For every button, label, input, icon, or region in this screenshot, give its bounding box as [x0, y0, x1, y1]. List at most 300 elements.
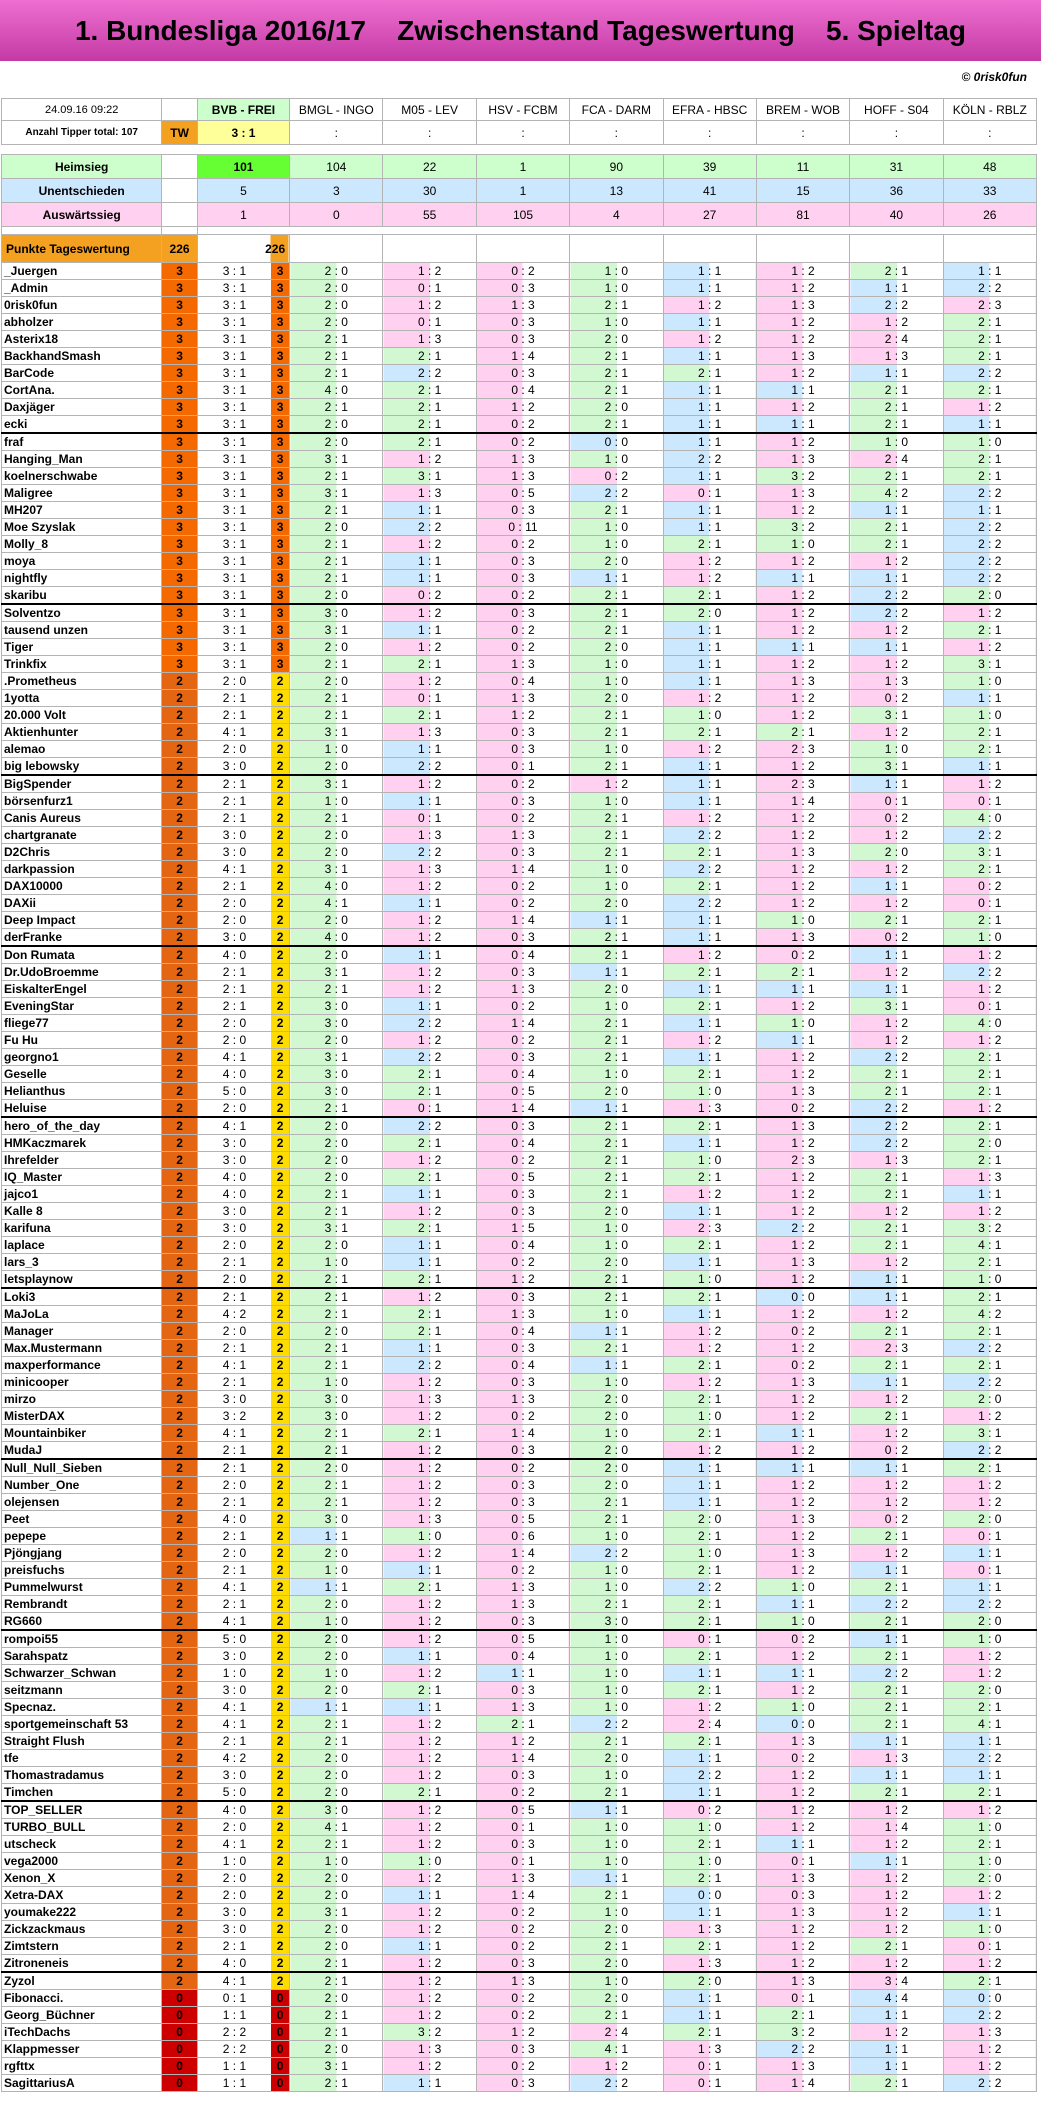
tip-cell: 1 : 2 — [756, 604, 849, 622]
tipper-name: MaJoLa — [2, 1306, 162, 1323]
tip-value: 2 : 1 — [198, 878, 271, 894]
tip-cell: 2 : 1 — [383, 433, 476, 451]
tip-bvb-frei — [197, 1425, 289, 1442]
tipper-points: 0 — [162, 2041, 198, 2058]
tipper-row — [2, 1408, 1037, 1425]
tipper-points: 3 — [162, 348, 198, 365]
tip-value: 3 : 1 — [198, 263, 271, 279]
tip-cell: 2 : 1 — [850, 1169, 943, 1186]
tip-points: 2 — [271, 1118, 289, 1134]
tip-cell: 1 : 2 — [850, 1870, 943, 1887]
tip-cell: 2 : 1 — [476, 1716, 569, 1733]
tip-cell: 2 : 2 — [383, 365, 476, 382]
tip-cell: 4 : 1 — [943, 1716, 1036, 1733]
tipper-points: 2 — [162, 1613, 198, 1631]
tip-cell: 3 : 0 — [570, 1613, 663, 1631]
tip-value: 2 : 0 — [198, 895, 271, 911]
tip-cell: 1 : 0 — [570, 519, 663, 536]
tip-cell: 2 : 0 — [943, 587, 1036, 605]
tipper-points: 2 — [162, 758, 198, 776]
tip-cell: 3 : 1 — [290, 1049, 383, 1066]
tip-cell: 1 : 2 — [756, 1562, 849, 1579]
tip-points: 3 — [271, 365, 289, 381]
tip-cell: 2 : 0 — [290, 1990, 383, 2007]
tip-cell: 1 : 2 — [756, 895, 849, 912]
tip-cell: 1 : 2 — [850, 1494, 943, 1511]
tipper-name: Moe Szyslak — [2, 519, 162, 536]
tipper-name: Geselle — [2, 1066, 162, 1083]
tipper-points: 2 — [162, 1870, 198, 1887]
tip-cell: 2 : 2 — [943, 519, 1036, 536]
tip-cell: 2 : 1 — [290, 707, 383, 724]
tipper-points: 2 — [162, 1152, 198, 1169]
tipper-row — [2, 1323, 1037, 1340]
tip-cell: 1 : 3 — [756, 297, 849, 314]
tip-cell: 0 : 4 — [476, 1135, 569, 1152]
tipper-name: _Admin — [2, 280, 162, 297]
tipper-points: 3 — [162, 297, 198, 314]
tip-cell: 2 : 0 — [850, 844, 943, 861]
tip-cell: 1 : 3 — [756, 1511, 849, 1528]
tip-cell: 1 : 1 — [850, 2007, 943, 2024]
tipper-row — [2, 1562, 1037, 1579]
tip-cell: 1 : 0 — [756, 1579, 849, 1596]
tipper-row — [2, 827, 1037, 844]
tip-cell: 2 : 0 — [290, 1596, 383, 1613]
tipper-name: rgfttx — [2, 2058, 162, 2075]
tip-cell: 0 : 2 — [476, 1254, 569, 1271]
tip-cell: 2 : 1 — [383, 1425, 476, 1442]
tipper-row — [2, 1733, 1037, 1750]
tip-cell: 1 : 1 — [383, 793, 476, 810]
tipper-points: 3 — [162, 314, 198, 331]
match-points-3 — [383, 235, 476, 263]
tip-cell: 1 : 0 — [383, 1853, 476, 1870]
tip-cell: 2 : 1 — [943, 314, 1036, 331]
tip-bvb-frei — [197, 604, 289, 622]
tip-cell: 1 : 2 — [383, 1596, 476, 1613]
tip-cell: 3 : 0 — [290, 1066, 383, 1083]
tip-cell: 1 : 0 — [570, 861, 663, 878]
tip-points: 2 — [271, 776, 289, 792]
tip-cell: 2 : 1 — [850, 468, 943, 485]
tip-points: 2 — [271, 1357, 289, 1373]
tipper-points: 2 — [162, 929, 198, 947]
tip-bvb-frei — [197, 1545, 289, 1562]
tip-cell: 1 : 0 — [570, 451, 663, 468]
tipper-row — [2, 1630, 1037, 1648]
tip-cell: 1 : 0 — [663, 1819, 756, 1836]
tip-cell: 2 : 1 — [290, 1306, 383, 1323]
tip-points: 2 — [271, 844, 289, 860]
tip-cell: 1 : 3 — [850, 673, 943, 690]
tip-bvb-frei — [197, 1408, 289, 1425]
tip-cell: 1 : 2 — [383, 639, 476, 656]
tip-cell: 1 : 2 — [383, 263, 476, 280]
tip-value: 4 : 1 — [198, 1357, 271, 1373]
tipper-name: Klappmesser — [2, 2041, 162, 2058]
match-result-2: : — [290, 121, 383, 145]
tip-cell: 1 : 3 — [383, 861, 476, 878]
tip-cell: 1 : 1 — [943, 1579, 1036, 1596]
tipper-row — [2, 1391, 1037, 1408]
tip-cell: 0 : 2 — [476, 1921, 569, 1938]
tip-bvb-frei — [197, 2058, 289, 2075]
tip-value: 4 : 1 — [198, 1425, 271, 1441]
tip-cell: 2 : 1 — [570, 1152, 663, 1169]
tip-points: 0 — [271, 2041, 289, 2057]
tip-cell: 1 : 1 — [290, 1699, 383, 1716]
unentschieden-count-5: 13 — [570, 179, 663, 203]
tipper-row — [2, 1049, 1037, 1066]
tip-points: 2 — [271, 964, 289, 980]
tip-cell: 2 : 1 — [290, 570, 383, 587]
tip-cell: 2 : 0 — [663, 604, 756, 622]
tip-points: 2 — [271, 810, 289, 826]
tip-value: 2 : 0 — [198, 673, 271, 689]
tip-points: 2 — [271, 1374, 289, 1390]
tip-points: 2 — [271, 1716, 289, 1732]
tip-cell: 1 : 3 — [756, 844, 849, 861]
tip-cell: 2 : 0 — [570, 639, 663, 656]
tip-value: 2 : 1 — [198, 1596, 271, 1612]
tip-cell: 1 : 1 — [756, 570, 849, 587]
tip-cell: 2 : 1 — [570, 1938, 663, 1955]
tip-points: 2 — [271, 1203, 289, 1219]
tip-points: 2 — [271, 1237, 289, 1253]
tip-cell: 2 : 1 — [850, 263, 943, 280]
tip-bvb-frei — [197, 1887, 289, 1904]
tip-cell: 1 : 3 — [943, 2024, 1036, 2041]
tipper-name: Dr.UdoBroemme — [2, 964, 162, 981]
tip-cell: 1 : 2 — [943, 1801, 1036, 1819]
tip-cell: 3 : 1 — [290, 485, 383, 502]
tipper-points: 2 — [162, 1511, 198, 1528]
match-points-8 — [850, 235, 943, 263]
tip-cell: 2 : 1 — [383, 382, 476, 399]
tip-cell: 1 : 3 — [850, 1750, 943, 1767]
heimsieg-count-8: 31 — [850, 155, 943, 179]
tip-value: 3 : 1 — [198, 587, 271, 603]
tip-cell: 2 : 1 — [570, 1784, 663, 1802]
tip-cell: 1 : 1 — [383, 502, 476, 519]
tip-bvb-frei — [197, 1630, 289, 1648]
tipper-name: olejensen — [2, 1494, 162, 1511]
tipper-name: laplace — [2, 1237, 162, 1254]
tipper-name: pepepe — [2, 1528, 162, 1545]
tipper-name: Hanging_Man — [2, 451, 162, 468]
tipper-points: 2 — [162, 1648, 198, 1665]
tip-cell: 0 : 3 — [476, 604, 569, 622]
tip-cell: 1 : 1 — [383, 570, 476, 587]
tipper-row — [2, 1032, 1037, 1049]
tip-cell: 4 : 2 — [850, 485, 943, 502]
tip-cell: 1 : 1 — [290, 1579, 383, 1596]
tip-points: 3 — [271, 536, 289, 552]
tipper-row — [2, 331, 1037, 348]
tipper-name: Mountainbiker — [2, 1425, 162, 1442]
match-result-7: : — [756, 121, 849, 145]
tip-bvb-frei — [197, 1169, 289, 1186]
tip-cell: 2 : 1 — [943, 1836, 1036, 1853]
tip-value: 2 : 1 — [198, 1562, 271, 1578]
tip-cell: 2 : 1 — [663, 1870, 756, 1887]
tip-cell: 0 : 3 — [476, 1117, 569, 1135]
tip-cell: 0 : 3 — [756, 1887, 849, 1904]
tip-cell: 2 : 1 — [943, 741, 1036, 758]
tip-value: 1 : 1 — [198, 2075, 271, 2091]
tip-bvb-frei — [197, 1100, 289, 1118]
tip-cell: 2 : 0 — [570, 1203, 663, 1220]
tipper-row — [2, 536, 1037, 553]
tip-cell: 0 : 1 — [663, 1630, 756, 1648]
tip-cell: 2 : 1 — [290, 1271, 383, 1289]
tip-bvb-frei — [197, 622, 289, 639]
tip-cell: 2 : 0 — [570, 1391, 663, 1408]
tip-cell: 2 : 1 — [850, 1186, 943, 1203]
tipper-row — [2, 553, 1037, 570]
tip-cell: 1 : 2 — [476, 1271, 569, 1289]
tip-points: 3 — [271, 348, 289, 364]
tip-cell: 1 : 1 — [756, 639, 849, 656]
tipper-points: 2 — [162, 1340, 198, 1357]
tip-cell: 2 : 0 — [570, 553, 663, 570]
tip-points: 2 — [271, 1135, 289, 1151]
tip-cell: 2 : 2 — [850, 1596, 943, 1613]
tip-points: 2 — [271, 1169, 289, 1185]
tip-cell: 2 : 1 — [290, 1442, 383, 1460]
unentschieden-count-3: 30 — [383, 179, 476, 203]
tip-cell: 2 : 2 — [570, 1545, 663, 1562]
tip-cell: 1 : 2 — [943, 981, 1036, 998]
tip-value: 3 : 0 — [198, 1904, 271, 1920]
tip-cell: 1 : 2 — [663, 1374, 756, 1391]
tip-cell: 1 : 1 — [663, 519, 756, 536]
tipper-points: 3 — [162, 451, 198, 468]
tip-cell: 2 : 0 — [290, 1870, 383, 1887]
tip-bvb-frei — [197, 365, 289, 382]
tip-cell: 1 : 2 — [756, 1528, 849, 1545]
tip-cell: 2 : 1 — [290, 399, 383, 416]
tip-cell: 1 : 2 — [756, 622, 849, 639]
tip-cell: 1 : 2 — [663, 331, 756, 348]
tip-cell: 0 : 2 — [850, 929, 943, 947]
tipper-row — [2, 468, 1037, 485]
tipper-row — [2, 1220, 1037, 1237]
tip-bvb-frei — [197, 758, 289, 776]
tipper-row — [2, 844, 1037, 861]
match-header-2: BMGL - INGO — [290, 99, 383, 121]
tipper-points: 2 — [162, 1288, 198, 1306]
tip-cell: 0 : 1 — [663, 2058, 756, 2075]
tip-cell: 1 : 1 — [663, 2007, 756, 2024]
unentschieden-count-2: 3 — [290, 179, 383, 203]
tip-cell: 1 : 1 — [570, 912, 663, 929]
tipper-name: sportgemeinschaft 53 — [2, 1716, 162, 1733]
tip-cell: 1 : 1 — [663, 1203, 756, 1220]
tip-cell: 3 : 1 — [850, 707, 943, 724]
tip-cell: 2 : 1 — [850, 1083, 943, 1100]
tipper-name: ecki — [2, 416, 162, 434]
tip-cell: 1 : 0 — [290, 1562, 383, 1579]
tip-value: 3 : 1 — [198, 553, 271, 569]
tip-value: 4 : 0 — [198, 1169, 271, 1185]
tip-value: 4 : 1 — [198, 1716, 271, 1732]
tipper-name: DAX10000 — [2, 878, 162, 895]
tip-value: 3 : 1 — [198, 519, 271, 535]
auswaertssieg-count-2: 0 — [290, 203, 383, 227]
tip-cell: 1 : 3 — [383, 827, 476, 844]
tipper-points: 2 — [162, 1117, 198, 1135]
tip-cell: 1 : 2 — [756, 1477, 849, 1494]
tip-cell: 2 : 1 — [663, 1425, 756, 1442]
tip-cell: 2 : 0 — [570, 1408, 663, 1425]
tip-cell: 0 : 1 — [476, 758, 569, 776]
tip-cell: 0 : 2 — [383, 587, 476, 605]
tip-cell: 2 : 0 — [290, 758, 383, 776]
tip-bvb-frei — [197, 673, 289, 690]
tip-cell: 2 : 0 — [290, 297, 383, 314]
heimsieg-count-3: 22 — [383, 155, 476, 179]
tip-cell: 2 : 1 — [663, 998, 756, 1015]
tip-cell: 2 : 1 — [943, 1459, 1036, 1477]
tip-cell: 2 : 1 — [570, 1049, 663, 1066]
tip-cell: 0 : 4 — [476, 946, 569, 964]
tip-cell: 1 : 3 — [756, 1254, 849, 1271]
tip-cell: 1 : 2 — [850, 1015, 943, 1032]
tip-cell: 0 : 2 — [756, 1630, 849, 1648]
tip-value: 4 : 0 — [198, 1511, 271, 1527]
tipper-points: 3 — [162, 416, 198, 434]
tip-value: 5 : 0 — [198, 1631, 271, 1647]
unentschieden-count-1: 5 — [197, 179, 289, 203]
tipper-points: 2 — [162, 741, 198, 758]
tip-cell: 1 : 2 — [943, 775, 1036, 793]
tip-cell: 1 : 2 — [383, 2007, 476, 2024]
tipper-name: Don Rumata — [2, 946, 162, 964]
tip-bvb-frei — [197, 314, 289, 331]
tip-cell: 0 : 1 — [943, 998, 1036, 1015]
tip-points: 2 — [271, 1271, 289, 1287]
tip-cell: 1 : 2 — [943, 2041, 1036, 2058]
tip-cell: 1 : 3 — [756, 1904, 849, 1921]
tip-points: 2 — [271, 981, 289, 997]
tip-cell: 1 : 0 — [943, 707, 1036, 724]
tip-value: 3 : 1 — [198, 536, 271, 552]
tip-cell: 1 : 0 — [756, 1699, 849, 1716]
tipper-points: 3 — [162, 519, 198, 536]
tip-cell: 1 : 1 — [663, 433, 756, 451]
tip-cell: 1 : 2 — [756, 861, 849, 878]
tip-points: 2 — [271, 1802, 289, 1818]
tip-cell: 2 : 1 — [570, 1596, 663, 1613]
tip-cell: 1 : 1 — [850, 280, 943, 297]
tip-cell: 1 : 3 — [756, 2058, 849, 2075]
match-result-3: : — [383, 121, 476, 145]
tip-cell: 0 : 2 — [476, 1784, 569, 1802]
tip-points: 0 — [271, 2024, 289, 2040]
tip-cell: 0 : 2 — [570, 468, 663, 485]
tip-cell: 2 : 1 — [290, 656, 383, 673]
unentschieden-count-6: 41 — [663, 179, 756, 203]
tip-cell: 1 : 1 — [943, 416, 1036, 434]
tip-value: 3 : 0 — [198, 844, 271, 860]
tipper-row — [2, 1477, 1037, 1494]
tip-value: 3 : 1 — [198, 605, 271, 621]
tip-cell: 1 : 3 — [663, 1955, 756, 1973]
tipper-name: seitzmann — [2, 1682, 162, 1699]
tip-cell: 0 : 4 — [476, 673, 569, 690]
tip-cell: 0 : 5 — [476, 1630, 569, 1648]
tip-value: 3 : 1 — [198, 570, 271, 586]
tip-cell: 1 : 0 — [663, 1083, 756, 1100]
tip-cell: 1 : 2 — [756, 656, 849, 673]
tip-cell: 1 : 0 — [570, 1665, 663, 1682]
tip-cell: 0 : 1 — [476, 1819, 569, 1836]
tip-cell: 0 : 3 — [476, 1340, 569, 1357]
tipper-row — [2, 1665, 1037, 1682]
tip-points: 2 — [271, 1819, 289, 1835]
tip-cell: 1 : 1 — [663, 468, 756, 485]
tip-cell: 1 : 2 — [663, 946, 756, 964]
tip-bvb-frei — [197, 468, 289, 485]
tip-cell: 1 : 2 — [943, 1955, 1036, 1973]
tip-cell: 2 : 1 — [290, 981, 383, 998]
tipper-row — [2, 433, 1037, 451]
tipper-points: 3 — [162, 553, 198, 570]
tip-cell: 1 : 2 — [850, 622, 943, 639]
tip-cell: 2 : 0 — [290, 827, 383, 844]
tip-points: 2 — [271, 929, 289, 945]
tip-cell: 1 : 2 — [383, 1152, 476, 1169]
tip-value: 3 : 1 — [198, 348, 271, 364]
tip-points: 2 — [271, 1904, 289, 1920]
tipper-row — [2, 570, 1037, 587]
tip-cell: 1 : 1 — [756, 981, 849, 998]
tipper-points: 2 — [162, 1938, 198, 1955]
tip-cell: 0 : 2 — [476, 878, 569, 895]
tipper-name: fraf — [2, 433, 162, 451]
tipper-name: TURBO_BULL — [2, 1819, 162, 1836]
tip-points: 2 — [271, 1254, 289, 1270]
tip-value: 2 : 1 — [198, 1340, 271, 1356]
tip-cell: 0 : 4 — [476, 1066, 569, 1083]
tip-cell: 1 : 4 — [476, 348, 569, 365]
tip-cell: 3 : 1 — [290, 622, 383, 639]
tip-cell: 1 : 3 — [476, 1699, 569, 1716]
tip-points: 2 — [271, 1921, 289, 1937]
tip-cell: 1 : 2 — [663, 1323, 756, 1340]
tip-cell: 1 : 0 — [570, 1682, 663, 1699]
tip-cell: 1 : 1 — [663, 775, 756, 793]
tip-cell: 1 : 1 — [943, 1186, 1036, 1203]
tipper-row — [2, 1186, 1037, 1203]
tip-value: 2 : 0 — [198, 912, 271, 928]
tip-value: 3 : 1 — [198, 280, 271, 296]
tip-value: 3 : 1 — [198, 468, 271, 484]
tip-bvb-frei — [197, 1733, 289, 1750]
auswaertssieg-label: Auswärtssieg — [2, 203, 162, 227]
tip-cell: 1 : 1 — [663, 912, 756, 929]
tip-value: 2 : 1 — [198, 1254, 271, 1270]
tipper-points: 2 — [162, 1955, 198, 1973]
tip-cell: 1 : 2 — [756, 1135, 849, 1152]
tip-points: 2 — [271, 1784, 289, 1800]
tip-cell: 2 : 0 — [663, 1511, 756, 1528]
tip-cell: 1 : 0 — [570, 1425, 663, 1442]
auswaertssieg-count-1: 1 — [197, 203, 289, 227]
tipper-points: 2 — [162, 895, 198, 912]
